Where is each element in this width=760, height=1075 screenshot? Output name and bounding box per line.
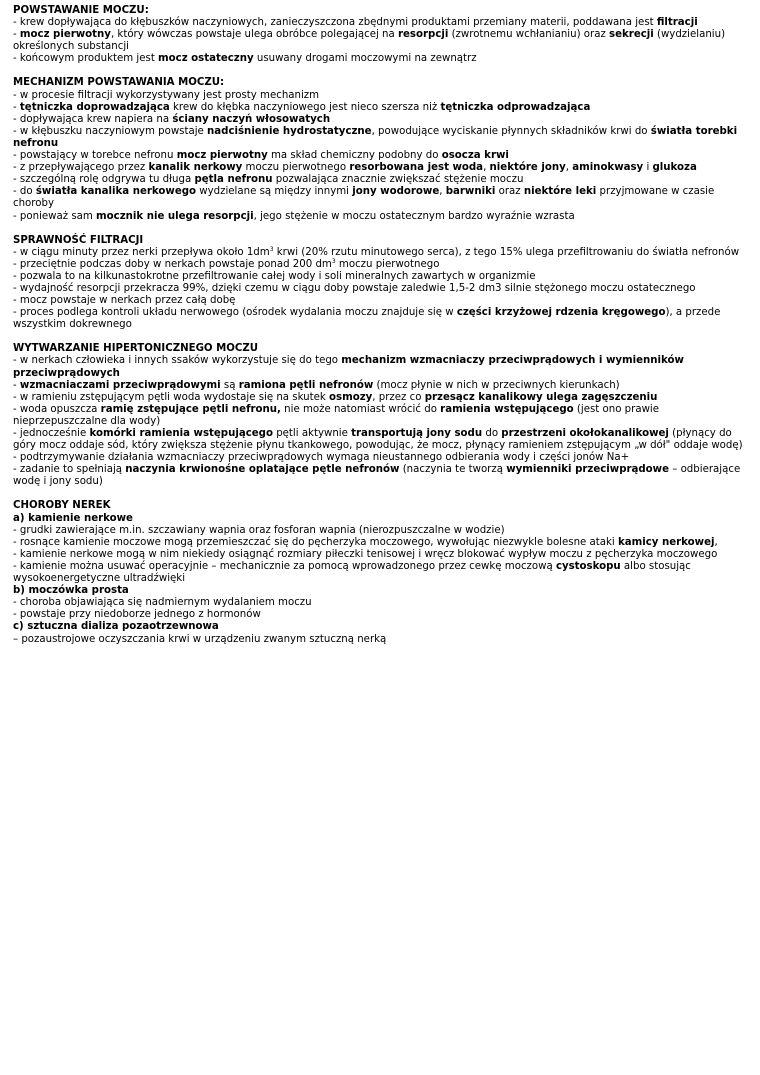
text-line [13, 247, 746, 259]
text-run: - kamienie nerkowe mogą w nim niekiedy osiągnąć rozmiary piłeczki tenisowej i wręcz blokować wypływ moczu z pęcherzyka moczowego [13, 548, 718, 560]
text-run: ma skład chemiczny podobny do [267, 150, 442, 162]
text-run: , [439, 186, 446, 198]
bold-text: kamicy nerkowej [618, 536, 715, 548]
text-run: , jego stężenie w moczu ostatecznym bardzo wyraźnie wzrasta [253, 210, 575, 222]
text-run: są [220, 379, 239, 391]
text-run: pozwalająca znacznie zwiększać stężenie moczu [272, 174, 524, 186]
section-heading: CHOROBY NEREK [13, 500, 111, 512]
bold-text: jony wodorowe [352, 186, 440, 198]
text-line [13, 271, 746, 283]
bold-text: mocz ostateczny [158, 53, 254, 65]
bold-text: kanalik nerkowy [148, 162, 243, 174]
text-run: , przez co [372, 391, 425, 403]
text-run: - podtrzymywanie działania wzmacniaczy przeciwprądowych wymaga nieustannego odbierania wody i części jonów Na+ [13, 452, 630, 464]
text-run: - w ramieniu zstępującym pętli woda wydostaje się na skutek [13, 391, 330, 403]
bold-text: części krzyżowej rdzenia kręgowego [456, 307, 666, 319]
bold-text: barwniki [445, 186, 496, 198]
text-run: - z przepływającego przez [13, 162, 149, 174]
bold-text: ramiona pętli nefronów [238, 379, 374, 391]
bold-text: niektóre leki [523, 186, 597, 198]
text-run: - kamienie można usuwać operacyjnie – mechanicznie za pomocą wprowadzonego przez cewkę moczową [13, 560, 556, 572]
text-line [13, 102, 746, 114]
bold-text: mocznik nie ulega resorpcji [96, 210, 254, 222]
bold-text: filtracji [656, 17, 698, 29]
text-line [13, 513, 746, 525]
bold-text: a) kamienie nerkowe [13, 512, 133, 524]
bold-text: nadciśnienie hydrostatyczne [207, 125, 372, 137]
text-line [13, 549, 746, 561]
text-run: i [643, 162, 653, 174]
text-run: - [13, 101, 20, 113]
text-line [13, 211, 746, 223]
text-run: , [483, 162, 490, 174]
bold-text: mechanizm wzmacniaczy przeciwprądowych i wymienników przeciwprądowych [13, 355, 684, 379]
text-run: - pozwala to na kilkunastokrotne przefiltrowanie całej wody i soli mineralnych zawartych w organizmie [13, 270, 536, 282]
text-line [13, 597, 746, 609]
text-run: - [13, 29, 20, 41]
text-run: (wydzielaniu) określonych substancji [13, 29, 726, 53]
bold-text: tętniczka doprowadzająca [19, 101, 170, 113]
bold-text: wymienniki przeciwprądowe [506, 464, 669, 476]
text-line [13, 392, 746, 404]
text-line [13, 537, 746, 549]
section [13, 77, 746, 222]
text-run: przyjmowane w czasie choroby [13, 186, 715, 210]
text-run: (naczynia te tworzą [399, 464, 507, 476]
text-run: - wydajność resorpcji przekracza 99%, dzięki czemu w ciągu doby powstaje zaledwie 1,5-2 dm3 silnie stężonego moczu ostatecznego [13, 282, 696, 294]
text-run: – odbierające wodę i jony sodu) [13, 464, 741, 488]
text-run: - szczególną rolę odgrywa tu długa [13, 174, 195, 186]
bold-text: osmozy [329, 391, 373, 403]
text-run: , powodujące wyciskanie płynnych składników krwi do [371, 125, 651, 137]
text-run: krwi (20% rzutu minutowego serca), z tego 15% ulega przefiltrowaniu do światła nefronów [273, 246, 740, 258]
text-line [13, 525, 746, 537]
text-run: - w kłębuszku naczyniowym powstaje [13, 125, 208, 137]
bold-text: resorbowana jest woda [349, 162, 484, 174]
bold-text: przesącz kanalikowy ulega zagęszczeniu [424, 391, 658, 403]
bold-text: pętla nefronu [194, 174, 273, 186]
text-run: – pozaustrojowe oczyszczania krwi w urządzeniu zwanym sztuczną nerką [13, 633, 387, 645]
text-run: moczu pierwotnego [335, 258, 440, 270]
bold-text: ściany naczyń włosowatych [172, 113, 331, 125]
bold-text: tętniczka odprowadzająca [440, 101, 591, 113]
section [13, 500, 746, 645]
text-line [13, 150, 746, 162]
text-run: krew do kłębka naczyniowego jest nieco szersza niż [169, 101, 441, 113]
bold-text: wzmacniaczami przeciwprądowymi [19, 379, 221, 391]
text-line [13, 53, 746, 65]
text-run: - ponieważ sam [13, 210, 97, 222]
text-run: - dopływająca krew napiera na [13, 113, 173, 125]
text-run: (płynący do góry mocz oddaje sód, który zwiększa stężenie płynu tkankowego, powodując, że mocz, płynący ramieniem zstępującym „w dół" oddaje wodę) [13, 428, 743, 452]
superscript-text: 3 [269, 245, 274, 253]
text-run: - rosnące kamienie moczowe mogą przemieszczać się do pęcherzyka moczowego, wywołując niezwykle bolesne ataki [13, 536, 618, 548]
text-run: - w nerkach człowieka i innych ssaków wykorzystuje się do tego [13, 355, 342, 367]
text-run: - krew dopływająca do kłębuszków naczyniowych, zanieczyszczona zbędnymi produktami przemiany materii, poddawana jest [13, 17, 657, 29]
text-run: (mocz płynie w nich w przeciwnych kierunkach) [373, 379, 620, 391]
bold-text: komórki ramienia wstępującego [89, 428, 273, 439]
bold-text: przestrzeni okołokanalikowej [501, 428, 669, 439]
text-line [13, 621, 746, 633]
text-line [13, 452, 746, 464]
section [13, 235, 746, 332]
text-line [13, 585, 746, 597]
text-run: - jednocześnie [13, 428, 90, 439]
bold-text: ramię zstępujące pętli nefronu, [100, 403, 281, 415]
text-run: - przeciętnie podczas doby w nerkach powstaje ponad 200 dm [13, 258, 332, 270]
text-run: - woda opuszcza [13, 403, 101, 415]
text-line [13, 114, 746, 126]
bold-text: osocza krwi [441, 150, 509, 162]
text-run: - końcowym produktem jest [13, 53, 159, 65]
bold-text: glukoza [652, 162, 697, 174]
text-run: , który wówczas powstaje ulega obróbce polegającej na [110, 29, 398, 41]
text-run: - w procesie filtracji wykorzystywany jest prosty mechanizm [13, 89, 320, 101]
bold-text: niektóre jony [489, 162, 566, 174]
section [13, 343, 746, 488]
text-line [13, 174, 746, 186]
text-line [13, 186, 746, 210]
text-run: - grudki zawierające m.in. szczawiany wapnia oraz fosforan wapnia (nierozpuszczalne w wodzie) [13, 524, 505, 536]
text-run: - zadanie to spełniają [13, 464, 126, 476]
text-run: do [482, 428, 502, 439]
text-line [13, 126, 746, 150]
text-run: albo stosując wysokoenergetyczne ultradźwięki [13, 560, 691, 585]
text-line [13, 609, 746, 621]
text-line [13, 380, 746, 392]
bold-text: transportują jony sodu [351, 428, 483, 439]
bold-text: c) sztuczna dializa pozaotrzewnowa [13, 621, 219, 633]
text-run: , [565, 162, 573, 174]
text-run: - mocz powstaje w nerkach przez całą dobę [13, 295, 236, 307]
section [13, 5, 746, 65]
text-run: - proces podlega kontroli układu nerwowego (ośrodek wydalania moczu znajduje się w [13, 307, 457, 319]
superscript-text: 3 [331, 257, 336, 265]
text-run: - do [13, 186, 36, 198]
bold-text: aminokwasy [572, 162, 644, 174]
section-heading: POWSTAWANIE MOCZU: [13, 5, 149, 16]
bold-text: naczynia krwionośne oplatające pętle nefronów [125, 464, 400, 476]
text-line [13, 162, 746, 174]
bold-text: resorpcji [398, 29, 449, 41]
text-run: nie może natomiast wrócić do [280, 403, 441, 415]
text-run: (jest ono prawie nieprzepuszczalne dla wody) [13, 403, 660, 427]
text-line [13, 29, 746, 53]
section-heading: WYTWARZANIE HIPERTONICZNEGO MOCZU [13, 343, 259, 355]
bold-text: sekrecji [609, 29, 654, 41]
text-line [13, 259, 746, 271]
section-heading: SPRAWNOŚĆ FILTRACJI [13, 234, 144, 246]
text-run: - powstający w torebce nefronu [13, 150, 177, 162]
text-line [13, 428, 746, 452]
bold-text: mocz pierwotny [176, 150, 268, 162]
text-run: (zwrotnemu wchłanianiu) oraz [448, 29, 610, 41]
text-line [13, 404, 746, 428]
text-run: - powstaje przy niedoborze jednego z hormonów [13, 609, 261, 621]
text-run: , [714, 536, 718, 548]
text-run: - choroba objawiająca się nadmiernym wydalaniem moczu [13, 597, 312, 609]
text-run: ), a przede wszystkim dokrewnego [13, 307, 721, 331]
text-run: - w ciągu minuty przez nerki przepływa około 1dm [13, 246, 270, 258]
bold-text: mocz pierwotny [19, 29, 111, 41]
bold-text: światła kanalika nerkowego [35, 186, 197, 198]
bold-text: cystoskopu [555, 560, 621, 572]
text-line [13, 307, 746, 331]
text-line [13, 283, 746, 295]
section-heading: MECHANIZM POWSTAWANIA MOCZU: [13, 77, 225, 89]
bold-text: światła torebki nefronu [13, 125, 738, 149]
text-line [13, 355, 746, 379]
text-line [13, 17, 746, 29]
text-run: oraz [495, 186, 524, 198]
text-run: wydzielane są między innymi [196, 186, 353, 198]
text-line [13, 464, 746, 488]
text-line [13, 561, 746, 585]
text-line [13, 295, 746, 307]
text-run: - [13, 379, 20, 391]
text-line [13, 634, 746, 646]
text-run: pętli aktywnie [272, 428, 352, 439]
text-line [13, 90, 746, 102]
text-run: usuwany drogami moczowymi na zewnątrz [253, 53, 477, 65]
text-run: moczu pierwotnego [242, 162, 350, 174]
bold-text: ramienia wstępującego [440, 403, 574, 415]
bold-text: b) moczówka prosta [13, 585, 129, 597]
